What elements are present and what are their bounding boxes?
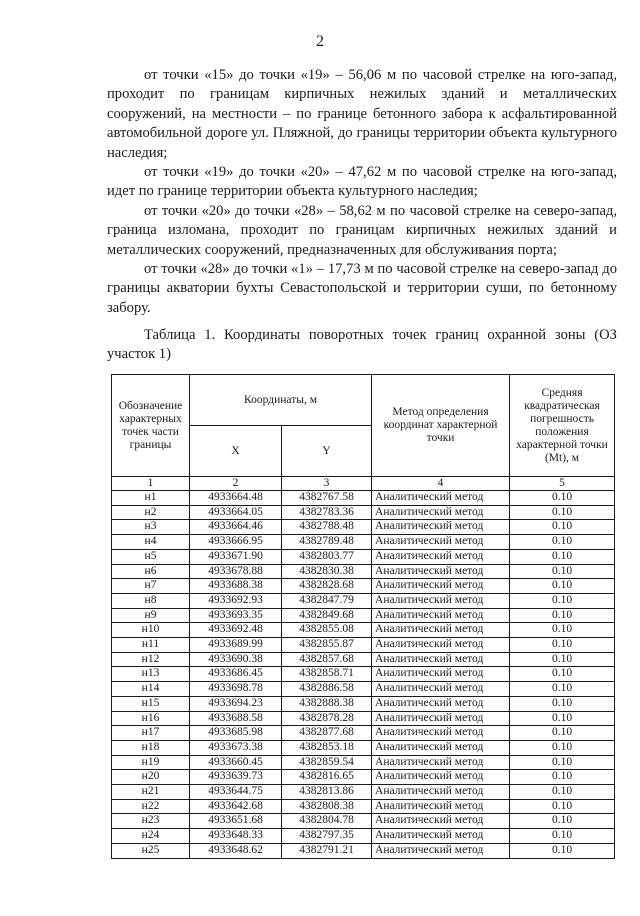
method-cell: Аналитический метод (372, 505, 510, 520)
error-cell: 0.10 (510, 667, 615, 682)
x-coordinate-cell: 4933639.73 (190, 770, 282, 785)
y-coordinate-cell: 4382877.68 (282, 726, 372, 741)
point-name-cell: н6 (112, 564, 190, 579)
y-coordinate-cell: 4382783.36 (282, 505, 372, 520)
table-row (112, 711, 615, 726)
point-name-cell: н16 (112, 711, 190, 726)
y-coordinate-cell: 4382859.54 (282, 755, 372, 770)
method-cell: Аналитический метод (372, 711, 510, 726)
y-coordinate-cell: 4382849.68 (282, 608, 372, 623)
point-name-cell: н23 (112, 814, 190, 829)
y-coordinate-cell: 4382858.71 (282, 667, 372, 682)
column-number: 5 (510, 477, 615, 491)
point-name-cell: н17 (112, 726, 190, 741)
header-coordinates: Координаты, м (190, 375, 372, 426)
method-cell: Аналитический метод (372, 755, 510, 770)
table-row (112, 667, 615, 682)
paragraph-segment-28-1: от точки «28» до точки «1» – 17,73 м по часовой стрелке на северо-запад до границы акватории бухты Севастопольской и территории суши, по бетонному забору. (107, 261, 617, 316)
error-cell: 0.10 (510, 740, 615, 755)
x-coordinate-cell: 4933678.88 (190, 564, 282, 579)
coordinates-table (111, 374, 615, 859)
x-coordinate-cell: 4933693.35 (190, 608, 282, 623)
x-coordinate-cell: 4933688.58 (190, 711, 282, 726)
x-coordinate-cell: 4933644.75 (190, 785, 282, 800)
table-row (112, 682, 615, 697)
method-cell: Аналитический метод (372, 491, 510, 506)
page-number: 2 (316, 33, 324, 50)
y-coordinate-cell: 4382855.87 (282, 638, 372, 653)
table-row (112, 814, 615, 829)
header-error: Средняя квадратическая погрешность положения характерной точки (Mt), м (510, 375, 615, 477)
table-row (112, 505, 615, 520)
point-name-cell: н20 (112, 770, 190, 785)
error-cell: 0.10 (510, 505, 615, 520)
method-cell: Аналитический метод (372, 667, 510, 682)
method-cell: Аналитический метод (372, 652, 510, 667)
error-cell: 0.10 (510, 652, 615, 667)
point-name-cell: н12 (112, 652, 190, 667)
point-name-cell: н5 (112, 549, 190, 564)
error-cell: 0.10 (510, 623, 615, 638)
table-row (112, 535, 615, 550)
error-cell: 0.10 (510, 579, 615, 594)
x-coordinate-cell: 4933664.05 (190, 505, 282, 520)
paragraph-segment-19-20: от точки «19» до точки «20» – 47,62 м по часовой стрелке на юго-запад, идет по границе территории объекта культурного наследия; (107, 164, 617, 200)
error-cell: 0.10 (510, 785, 615, 800)
x-coordinate-cell: 4933648.33 (190, 829, 282, 844)
error-cell: 0.10 (510, 711, 615, 726)
point-name-cell: н7 (112, 579, 190, 594)
method-cell: Аналитический метод (372, 843, 510, 858)
table-row (112, 726, 615, 741)
x-coordinate-cell: 4933698.78 (190, 682, 282, 697)
x-coordinate-cell: 4933686.45 (190, 667, 282, 682)
y-coordinate-cell: 4382888.38 (282, 696, 372, 711)
method-cell: Аналитический метод (372, 726, 510, 741)
point-name-cell: н4 (112, 535, 190, 550)
table-row (112, 770, 615, 785)
error-cell: 0.10 (510, 564, 615, 579)
method-cell: Аналитический метод (372, 770, 510, 785)
error-cell: 0.10 (510, 535, 615, 550)
y-coordinate-cell: 4382816.65 (282, 770, 372, 785)
paragraph-segment-15-19: от точки «15» до точки «19» – 56,06 м по часовой стрелке на юго-запад, проходит по границам кирпичных нежилых зданий и металлических сооружений, на местности – по границе бетонного забора к асфальтированной автомобильной дороге ул. Пляжной, до границы территории объекта культурного наследия; (107, 67, 617, 161)
y-coordinate-cell: 4382797.35 (282, 829, 372, 844)
point-name-cell: н22 (112, 799, 190, 814)
method-cell: Аналитический метод (372, 608, 510, 623)
x-coordinate-cell: 4933694.23 (190, 696, 282, 711)
y-coordinate-cell: 4382828.68 (282, 579, 372, 594)
error-cell: 0.10 (510, 608, 615, 623)
method-cell: Аналитический метод (372, 593, 510, 608)
table-row (112, 740, 615, 755)
x-coordinate-cell: 4933690.38 (190, 652, 282, 667)
method-cell: Аналитический метод (372, 638, 510, 653)
y-coordinate-cell: 4382803.77 (282, 549, 372, 564)
method-cell: Аналитический метод (372, 799, 510, 814)
error-cell: 0.10 (510, 593, 615, 608)
x-coordinate-cell: 4933671.90 (190, 549, 282, 564)
y-coordinate-cell: 4382855.08 (282, 623, 372, 638)
y-coordinate-cell: 4382886.58 (282, 682, 372, 697)
error-cell: 0.10 (510, 814, 615, 829)
paragraph-segment-20-28: от точки «20» до точки «28» – 58,62 м по часовой стрелке на северо-запад, граница изломана, проходит по границам кирпичных нежилых зданий и металлических сооружений, предназначенных для обслуживания порта; (107, 202, 617, 258)
error-cell: 0.10 (510, 799, 615, 814)
point-name-cell: н15 (112, 696, 190, 711)
point-name-cell: н19 (112, 755, 190, 770)
point-name-cell: н21 (112, 785, 190, 800)
table-row (112, 593, 615, 608)
method-cell: Аналитический метод (372, 785, 510, 800)
table-row (112, 652, 615, 667)
y-coordinate-cell: 4382804.78 (282, 814, 372, 829)
y-coordinate-cell: 4382857.68 (282, 652, 372, 667)
point-name-cell: н9 (112, 608, 190, 623)
x-coordinate-cell: 4933664.46 (190, 520, 282, 535)
error-cell: 0.10 (510, 549, 615, 564)
table-caption: Таблица 1. Координаты поворотных точек границ охранной зоны (ОЗ участок 1) (107, 327, 617, 363)
x-coordinate-cell: 4933642.68 (190, 799, 282, 814)
body-text (107, 66, 617, 318)
table-row (112, 829, 615, 844)
point-name-cell: н13 (112, 667, 190, 682)
method-cell: Аналитический метод (372, 814, 510, 829)
y-coordinate-cell: 4382791.21 (282, 843, 372, 858)
column-number: 1 (112, 477, 190, 491)
table-row (112, 843, 615, 858)
table-row (112, 608, 615, 623)
x-coordinate-cell: 4933660.45 (190, 755, 282, 770)
column-number-row (112, 477, 615, 491)
y-coordinate-cell: 4382847.79 (282, 593, 372, 608)
method-cell: Аналитический метод (372, 549, 510, 564)
point-name-cell: н8 (112, 593, 190, 608)
error-cell: 0.10 (510, 770, 615, 785)
method-cell: Аналитический метод (372, 829, 510, 844)
y-coordinate-cell: 4382767.58 (282, 491, 372, 506)
method-cell: Аналитический метод (372, 579, 510, 594)
table-row (112, 638, 615, 653)
error-cell: 0.10 (510, 638, 615, 653)
y-coordinate-cell: 4382808.38 (282, 799, 372, 814)
method-cell: Аналитический метод (372, 535, 510, 550)
point-name-cell: н10 (112, 623, 190, 638)
y-coordinate-cell: 4382813.86 (282, 785, 372, 800)
header-x: X (190, 426, 282, 477)
header-y: Y (282, 426, 372, 477)
method-cell: Аналитический метод (372, 682, 510, 697)
column-number: 3 (282, 477, 372, 491)
error-cell: 0.10 (510, 682, 615, 697)
x-coordinate-cell: 4933688.38 (190, 579, 282, 594)
x-coordinate-cell: 4933692.93 (190, 593, 282, 608)
error-cell: 0.10 (510, 491, 615, 506)
table-row (112, 549, 615, 564)
method-cell: Аналитический метод (372, 520, 510, 535)
x-coordinate-cell: 4933685.98 (190, 726, 282, 741)
table-row (112, 696, 615, 711)
error-cell: 0.10 (510, 843, 615, 858)
x-coordinate-cell: 4933692.48 (190, 623, 282, 638)
point-name-cell: н2 (112, 505, 190, 520)
error-cell: 0.10 (510, 726, 615, 741)
header-method: Метод определения координат характерной точки (372, 375, 510, 477)
error-cell: 0.10 (510, 520, 615, 535)
error-cell: 0.10 (510, 755, 615, 770)
table-row (112, 564, 615, 579)
table-row (112, 520, 615, 535)
y-coordinate-cell: 4382878.28 (282, 711, 372, 726)
y-coordinate-cell: 4382788.48 (282, 520, 372, 535)
y-coordinate-cell: 4382830.38 (282, 564, 372, 579)
x-coordinate-cell: 4933666.95 (190, 535, 282, 550)
table-row (112, 785, 615, 800)
x-coordinate-cell: 4933673.38 (190, 740, 282, 755)
column-number: 4 (372, 477, 510, 491)
error-cell: 0.10 (510, 696, 615, 711)
point-name-cell: н3 (112, 520, 190, 535)
table-row (112, 491, 615, 506)
point-name-cell: н18 (112, 740, 190, 755)
method-cell: Аналитический метод (372, 623, 510, 638)
table-row (112, 623, 615, 638)
point-name-cell: н25 (112, 843, 190, 858)
table-body (112, 491, 615, 859)
column-number: 2 (190, 477, 282, 491)
point-name-cell: н11 (112, 638, 190, 653)
point-name-cell: н24 (112, 829, 190, 844)
y-coordinate-cell: 4382789.48 (282, 535, 372, 550)
method-cell: Аналитический метод (372, 564, 510, 579)
table-row (112, 579, 615, 594)
point-name-cell: н1 (112, 491, 190, 506)
x-coordinate-cell: 4933664.48 (190, 491, 282, 506)
table-row (112, 799, 615, 814)
method-cell: Аналитический метод (372, 696, 510, 711)
x-coordinate-cell: 4933651.68 (190, 814, 282, 829)
x-coordinate-cell: 4933689.99 (190, 638, 282, 653)
header-point-name: Обозначение характерных точек части границы (112, 375, 190, 477)
y-coordinate-cell: 4382853.18 (282, 740, 372, 755)
x-coordinate-cell: 4933648.62 (190, 843, 282, 858)
point-name-cell: н14 (112, 682, 190, 697)
method-cell: Аналитический метод (372, 740, 510, 755)
error-cell: 0.10 (510, 829, 615, 844)
table-row (112, 755, 615, 770)
